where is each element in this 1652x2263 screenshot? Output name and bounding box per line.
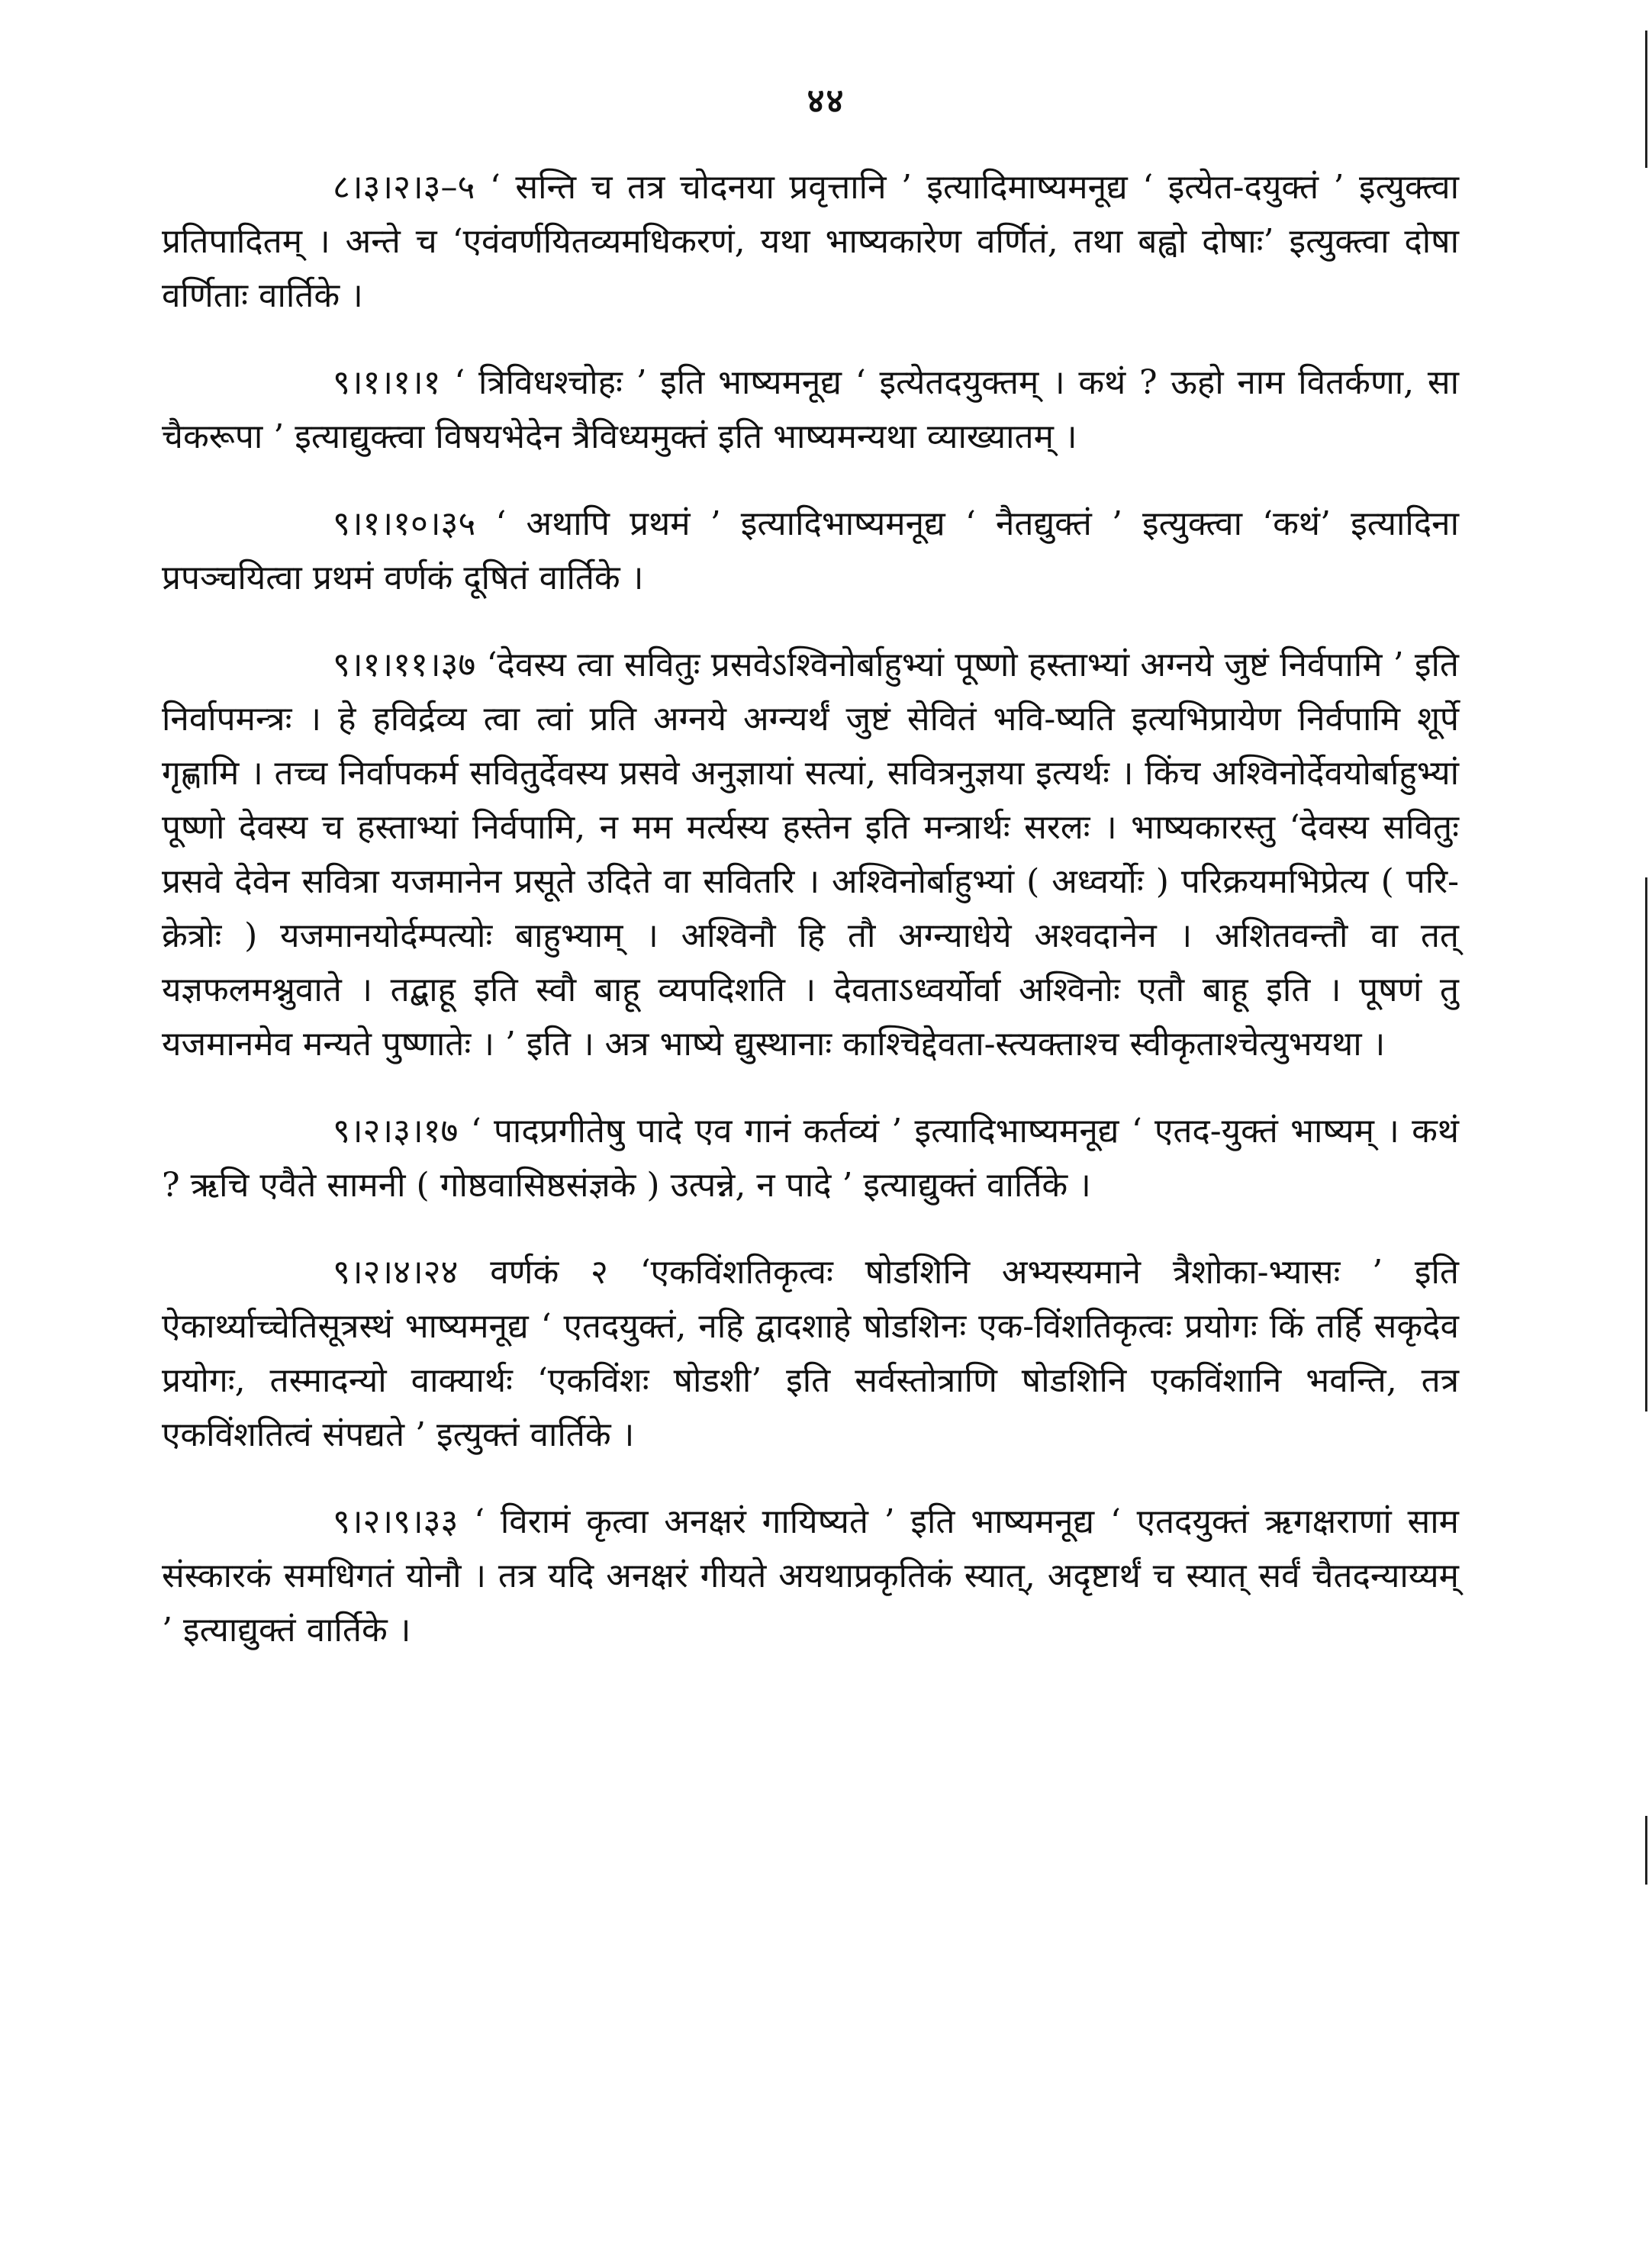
page-number: ४४ [807, 82, 845, 121]
paragraph-9-2-9-33: ९।२।९।३३ ‘ विरामं कृत्वा अनक्षरं गायिष्यते ’ इति भाष्यमनूद्य ‘ एतदयुक्तं ऋगक्षराणां साम संस्कारकं समधिगतं योनौ । तत्र यदि अनक्षरं गीयते अयथाप्रकृतिकं स्यात्, अदृष्टार्थं च स्यात् सर्वं चैतदन्याय्यम् ’ इत्याद्युक्तं वार्तिके । [162, 1502, 1459, 1650]
paragraph-9-1-10-35: ९।१।१०।३५ ‘ अथापि प्रथमं ’ इत्यादिभाष्यमनूद्य ‘ नैतद्युक्तं ’ इत्युक्त्वा ‘कथं’ इत्यादिना प्रपञ्चयित्वा प्रथमं वर्णकं दूषितं वार्तिके । [162, 504, 1459, 597]
scan-edge-mark [1645, 31, 1647, 168]
paragraph-8-3-2-3: ८।३।२।३–५ ‘ सन्ति च तत्र चोदनया प्रवृत्तानि ’ इत्यादिमाष्यमनूद्य ‘ इत्येत-दयुक्तं ’ इत्युक्त्वा प्रतिपादितम् । अन्ते च ‘एवंवर्णयितव्यमधिकरणं, यथा भाष्यकारेण वर्णितं, तथा बह्वो दोषाः’ इत्युक्त्वा दोषा वर्णिताः वार्तिके । [162, 168, 1459, 315]
paragraph-9-2-3-17: ९।२।३।१७ ‘ पादप्रगीतेषु पादे एव गानं कर्तव्यं ’ इत्यादिभाष्यमनूद्य ‘ एतद-युक्तं भाष्यम् । कथं ? ऋचि एवैते सामनी ( गोष्ठवासिष्ठसंज्ञके ) उत्पन्ने, न पादे ’ इत्याद्युक्तं वार्तिके । [162, 1112, 1459, 1205]
paragraph-9-1-1-1: ९।१।१।१ ‘ त्रिविधश्चोहः ’ इति भाष्यमनूद्य ‘ इत्येतदयुक्तम् । कथं ? ऊहो नाम वितर्कणा, सा चैकरूपा ’ इत्याद्युक्त्वा विषयभेदेन त्रैविध्यमुक्तं इति भाष्यमन्यथा व्याख्यातम् । [162, 363, 1459, 456]
paragraph-9-2-4-24: ९।२।४।२४ वर्णकं २ ‘एकविंशतिकृत्वः षोडशिनि अभ्यस्यमाने त्रैशोका-भ्यासः ’ इति ऐकार्थ्याच्चेतिसूत्रस्थं भाष्यमनूद्य ‘ एतदयुक्तं, नहि द्वादशाहे षोडशिनः एक-विंशतिकृत्वः प्रयोगः किं तर्हि सकृदेव प्रयोगः, तस्मादन्यो वाक्यार्थः ‘एकविंशः षोडशी’ इति सर्वस्तोत्राणि षोडशिनि एकविंशानि भवन्ति, तत्र एकविंशतित्वं संपद्यते ’ इत्युक्तं वार्तिके । [162, 1253, 1459, 1454]
body-text [162, 160, 1459, 1657]
paragraph-9-1-11-37: ९।१।११।३७ ‘देवस्य त्वा सवितुः प्रसवेऽश्विनोर्बाहुभ्यां पूष्णो हस्ताभ्यां अग्नये जुष्टं निर्वपामि ’ इति निर्वापमन्त्रः । हे हविर्द्रव्य त्वा त्वां प्रति अग्नये अग्न्यर्थं जुष्टं सेवितं भवि-ष्यति इत्यभिप्रायेण निर्वपामि शूर्पे गृह्णामि । तच्च निर्वापकर्म सवितुर्देवस्य प्रसवे अनुज्ञायां सत्यां, सवित्रनुज्ञया इत्यर्थः । किंच अश्विनोर्देवयोर्बाहुभ्यां पूष्णो देवस्य च हस्ताभ्यां निर्वपामि, न मम मर्त्यस्य हस्तेन इति मन्त्रार्थः सरलः । भाष्यकारस्तु ‘देवस्य सवितुः प्रसवे देवेन सवित्रा यजमानेन प्रसूते उदिते वा सवितरि । अश्विनोर्बाहुभ्यां ( अध्वर्योः ) परिक्रयमभिप्रेत्य ( परि-क्रेत्रोः ) यजमानयोर्दम्पत्योः बाहुभ्याम् । अश्विनौ हि तौ अग्न्याधेये अश्वदानेन । अशितवन्तौ वा तत् यज्ञफलमश्नुवाते । तद्बाहू इति स्वौ बाहू व्यपदिशति । देवताऽध्वर्योर्वा अश्विनोः एतौ बाहू इति । पूषणं तु यजमानमेव मन्यते पुष्णातेः । ’ इति । अत्र भाष्ये द्युस्थानाः काश्चिद्देवता-स्त्यक्ताश्च स्वीकृताश्चेत्युभयथा । [162, 645, 1459, 1064]
scan-edge-mark [1645, 877, 1647, 1412]
scan-edge-mark [1645, 1816, 1647, 1885]
